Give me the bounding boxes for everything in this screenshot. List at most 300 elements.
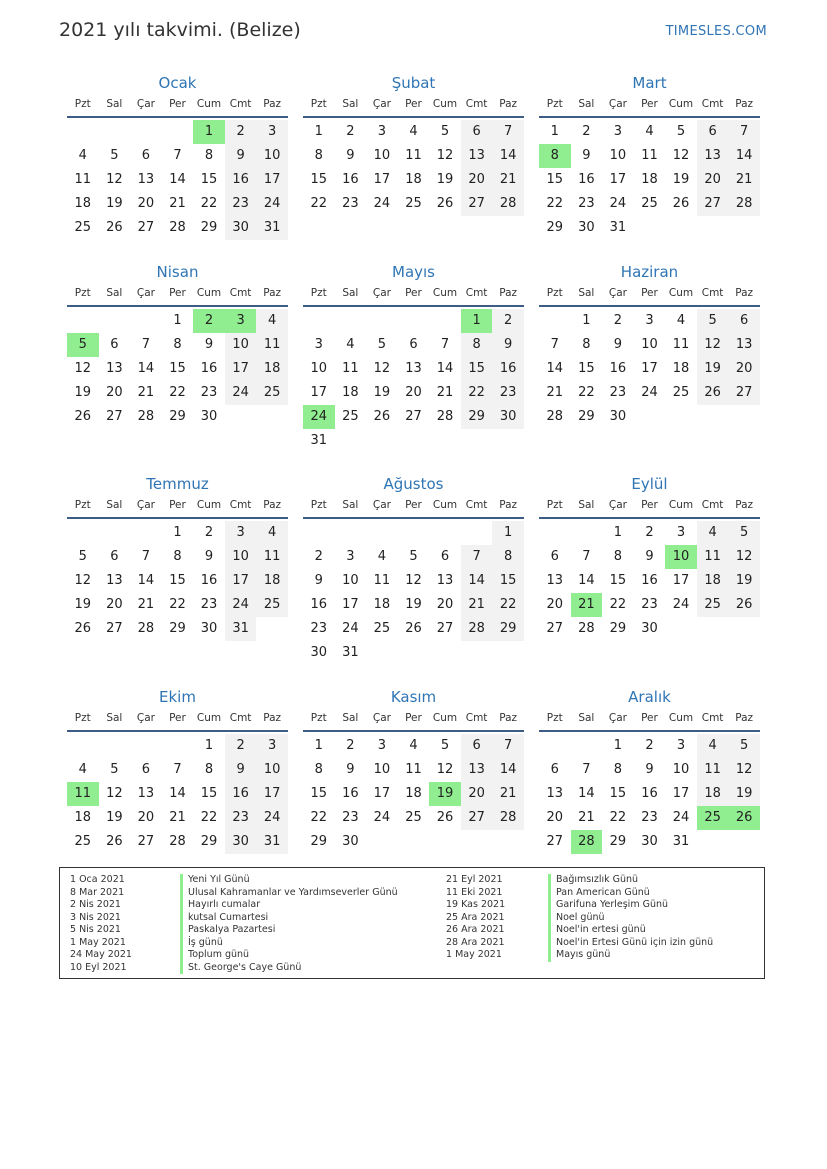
legend-entry: Toplum günü [180,949,398,962]
day-cell: 4 [409,738,418,753]
weekday-header [539,285,760,307]
day-cell: 12 [106,786,123,801]
day-cell: 16 [492,357,524,381]
legend-left-dates [70,874,132,974]
day-cell: 17 [310,385,328,400]
day-cell: 10 [256,144,288,168]
day-grid [67,734,288,854]
day-cell: 22 [609,597,627,612]
day-cell: 6 [550,762,559,777]
empty-cell [303,309,335,333]
day-cell: 13 [137,172,155,187]
day-cell: 27 [106,621,123,636]
day-grid [303,309,524,453]
weekday-label: Paz [735,287,754,299]
day-cell: 11 [697,758,729,782]
brand-link[interactable]: TIMESLES.COM [665,24,767,39]
weekday-label: Sal [342,287,359,299]
holiday-cell: 24 [303,405,335,429]
weekday-label: Per [641,287,658,299]
legend-entry: 24 May 2021 [70,949,132,960]
day-cell: 1 [613,525,623,540]
day-cell: 2 [314,549,323,564]
weekday-label: Cmt [229,499,252,511]
day-cell: 22 [200,196,218,211]
day-cell: 16 [578,172,595,187]
empty-cell [99,120,131,144]
day-cell: 24 [609,196,627,211]
day-cell: 15 [169,573,186,588]
day-cell: 18 [641,172,658,187]
weekday-label: Pzt [310,98,327,110]
day-cell: 14 [169,172,186,187]
day-cell: 13 [106,361,123,376]
month-name: Aralık [628,688,671,706]
day-grid [539,734,760,854]
day-cell: 29 [609,834,627,849]
day-cell: 13 [728,333,760,357]
day-cell: 30 [578,220,595,235]
day-cell: 15 [200,172,218,187]
day-grid [539,309,760,429]
day-cell: 7 [173,762,182,777]
day-cell: 10 [672,762,690,777]
day-cell: 17 [672,573,690,588]
day-cell: 19 [405,597,422,612]
weekday-label: Pzt [310,712,327,724]
day-cell: 25 [697,593,729,617]
day-cell: 16 [200,361,218,376]
day-cell: 23 [641,597,658,612]
day-cell: 15 [578,361,595,376]
weekday-label: Sal [106,287,123,299]
day-cell: 9 [346,148,355,163]
empty-cell [162,734,194,758]
day-cell: 29 [461,405,493,429]
day-cell: 12 [74,573,92,588]
day-cell: 2 [346,738,355,753]
empty-cell [366,521,398,545]
month-name: Şubat [391,74,436,92]
day-cell: 31 [342,645,359,660]
day-cell: 25 [74,834,92,849]
day-cell: 8 [173,549,182,564]
empty-cell [99,521,131,545]
weekday-label: Cmt [701,287,724,299]
day-cell: 8 [204,762,214,777]
day-cell: 25 [256,593,288,617]
weekday-label: Cum [432,287,458,299]
day-cell: 8 [613,762,623,777]
day-cell: 10 [256,758,288,782]
day-cell: 27 [697,192,729,216]
day-cell: 9 [314,573,323,588]
legend-entry: Pan American Günü [548,887,713,900]
month-name: Mart [632,74,667,92]
day-cell: 12 [697,333,729,357]
day-grid [539,521,760,641]
day-cell: 20 [546,597,564,612]
weekday-label: Paz [499,98,518,110]
legend-entry: 1 Oca 2021 [70,874,125,885]
day-cell: 19 [106,196,123,211]
day-cell: 27 [461,806,493,830]
day-cell: 28 [546,409,564,424]
day-cell: 10 [225,333,257,357]
day-cell: 15 [609,786,627,801]
day-cell: 25 [342,409,359,424]
holiday-cell: 8 [539,144,571,168]
holiday-cell: 21 [571,593,603,617]
day-cell: 20 [728,357,760,381]
day-cell: 18 [256,569,288,593]
empty-cell [99,734,131,758]
empty-cell [130,521,162,545]
day-cell: 14 [578,786,595,801]
day-cell: 4 [78,148,87,163]
weekday-label: Per [169,712,186,724]
empty-cell [67,521,99,545]
legend-right-names [548,874,713,962]
day-cell: 7 [141,549,151,564]
day-cell: 14 [461,569,493,593]
weekday-label: Çar [136,499,155,511]
day-cell: 19 [728,569,760,593]
day-cell: 17 [256,168,288,192]
weekday-label: Cum [196,499,222,511]
day-cell: 14 [137,573,155,588]
day-cell: 19 [74,597,92,612]
empty-cell [539,734,571,758]
day-cell: 12 [728,758,760,782]
day-cell: 20 [697,168,729,192]
day-cell: 28 [169,220,186,235]
day-cell: 6 [110,337,119,352]
legend-entry: 28 Ara 2021 [446,936,505,948]
day-cell: 15 [200,786,218,801]
empty-cell [67,309,99,333]
day-cell: 27 [137,220,155,235]
day-cell: 9 [645,762,654,777]
legend-entry: Paskalya Pazartesi [180,924,398,937]
day-cell: 14 [137,361,155,376]
day-cell: 30 [200,621,218,636]
day-cell: 6 [697,120,729,144]
day-cell: 23 [310,621,328,636]
day-cell: 22 [461,381,493,405]
day-cell: 20 [137,810,155,825]
day-cell: 27 [461,192,493,216]
holiday-cell: 26 [728,806,760,830]
day-cell: 8 [314,148,323,163]
day-cell: 11 [641,148,658,163]
day-cell: 22 [546,196,564,211]
empty-cell [398,521,430,545]
day-cell: 18 [74,196,92,211]
day-cell: 18 [405,172,422,187]
day-cell: 2 [346,124,355,139]
day-cell: 18 [256,357,288,381]
day-cell: 22 [310,196,328,211]
day-cell: 27 [405,409,422,424]
day-cell: 23 [641,810,658,825]
weekday-label: Paz [499,712,518,724]
day-cell: 8 [461,333,493,357]
day-cell: 18 [672,361,690,376]
weekday-label: Per [641,712,658,724]
day-cell: 10 [342,573,359,588]
day-cell: 18 [405,786,422,801]
day-cell: 5 [728,521,760,545]
legend-entry: 1 May 2021 [70,936,126,948]
day-cell: 3 [256,120,288,144]
day-cell: 13 [546,786,564,801]
day-cell: 18 [697,782,729,806]
day-cell: 10 [225,545,257,569]
weekday-label: Paz [735,98,754,110]
month-name: Mayıs [392,263,435,281]
day-cell: 30 [200,409,218,424]
day-cell: 13 [546,573,564,588]
weekday-label: Cmt [229,98,252,110]
day-cell: 7 [582,762,591,777]
day-cell: 17 [342,597,359,612]
day-cell: 16 [641,573,658,588]
day-cell: 21 [436,385,454,400]
day-cell: 19 [436,172,454,187]
weekday-label: Sal [106,98,123,110]
weekday-label: Çar [372,499,391,511]
day-cell: 7 [492,120,524,144]
day-cell: 16 [342,172,359,187]
weekday-label: Paz [263,287,282,299]
day-cell: 23 [609,385,627,400]
weekday-label: Cmt [465,98,488,110]
day-cell: 21 [492,782,524,806]
day-cell: 28 [436,409,454,424]
weekday-label: Per [641,98,658,110]
day-cell: 19 [728,782,760,806]
weekday-label: Pzt [546,499,563,511]
day-cell: 4 [377,549,387,564]
weekday-label: Paz [735,712,754,724]
day-cell: 20 [546,810,564,825]
day-cell: 23 [200,385,218,400]
day-cell: 9 [225,758,257,782]
day-cell: 13 [461,758,493,782]
day-cell: 13 [106,573,123,588]
day-cell: 13 [436,573,454,588]
empty-cell [366,309,398,333]
day-cell: 26 [74,621,92,636]
day-cell: 21 [461,593,493,617]
day-cell: 23 [492,381,524,405]
legend-entry: İş günü [180,937,398,950]
weekday-label: Sal [106,712,123,724]
day-cell: 17 [256,782,288,806]
month-9 [539,473,760,641]
day-cell: 13 [137,786,155,801]
weekday-label: Per [405,712,422,724]
empty-cell [335,309,367,333]
day-cell: 27 [436,621,454,636]
day-cell: 6 [141,762,151,777]
day-cell: 19 [74,385,92,400]
day-cell: 3 [645,313,654,328]
empty-cell [130,120,162,144]
day-cell: 30 [310,645,328,660]
weekday-label: Pzt [546,287,563,299]
weekday-label: Cum [196,712,222,724]
weekday-label: Cmt [465,499,488,511]
weekday-label: Sal [342,98,359,110]
empty-cell [303,521,335,545]
day-cell: 18 [373,597,391,612]
day-cell: 21 [492,168,524,192]
day-cell: 5 [78,549,87,564]
day-cell: 28 [578,621,595,636]
day-cell: 4 [78,762,87,777]
day-cell: 16 [310,597,328,612]
weekday-label: Per [405,499,422,511]
day-cell: 29 [310,834,328,849]
day-cell: 2 [225,120,257,144]
month-7 [67,473,288,641]
day-cell: 9 [645,549,654,564]
day-cell: 22 [169,597,186,612]
legend-entry: 8 Mar 2021 [70,886,125,898]
day-cell: 9 [204,337,214,352]
day-cell: 4 [697,521,729,545]
day-cell: 1 [492,521,524,545]
day-grid [303,734,524,854]
day-cell: 28 [169,834,186,849]
day-cell: 7 [550,337,559,352]
day-cell: 27 [106,409,123,424]
day-cell: 5 [728,734,760,758]
day-cell: 26 [106,220,123,235]
month-1 [67,72,288,240]
day-cell: 27 [546,834,564,849]
day-cell: 29 [200,220,218,235]
day-cell: 15 [310,172,328,187]
day-cell: 18 [74,810,92,825]
legend-entry: Bağımsızlık Günü [548,874,713,887]
day-cell: 6 [110,549,119,564]
day-cell: 30 [225,830,257,854]
month-2 [303,72,524,216]
holiday-cell: 5 [67,333,99,357]
day-cell: 20 [106,385,123,400]
day-cell: 16 [641,786,658,801]
weekday-label: Paz [499,499,518,511]
day-cell: 21 [169,196,186,211]
day-cell: 17 [373,172,391,187]
month-5 [303,261,524,453]
weekday-label: Cum [432,98,458,110]
weekday-header [539,710,760,732]
day-cell: 6 [461,120,493,144]
weekday-label: Çar [136,98,155,110]
weekday-label: Pzt [310,287,327,299]
day-cell: 23 [342,810,359,825]
day-cell: 18 [697,569,729,593]
day-cell: 12 [106,172,123,187]
day-cell: 29 [609,621,627,636]
day-cell: 3 [346,549,355,564]
month-name: Ekim [159,688,196,706]
day-cell: 8 [204,148,214,163]
day-cell: 3 [377,738,387,753]
page-title: 2021 yılı takvimi. (Belize) [59,19,301,41]
weekday-label: Çar [608,712,627,724]
day-cell: 23 [225,192,257,216]
day-cell: 5 [377,337,387,352]
day-cell: 31 [256,830,288,854]
day-cell: 7 [582,549,591,564]
day-cell: 4 [409,124,418,139]
weekday-label: Sal [342,712,359,724]
day-cell: 19 [106,810,123,825]
day-grid [67,309,288,429]
weekday-label: Cum [668,712,694,724]
day-cell: 2 [204,525,214,540]
weekday-label: Cum [668,287,694,299]
day-cell: 12 [405,573,422,588]
weekday-label: Pzt [74,287,91,299]
holiday-cell: 1 [193,120,225,144]
day-cell: 1 [314,124,323,139]
month-name: Haziran [620,263,679,281]
weekday-label: Cum [668,98,694,110]
day-cell: 29 [492,617,524,641]
holiday-cell: 11 [67,782,99,806]
day-cell: 24 [225,381,257,405]
day-cell: 9 [582,148,591,163]
day-cell: 7 [440,337,450,352]
day-cell: 24 [641,385,658,400]
day-cell: 17 [225,569,257,593]
weekday-label: Cum [196,287,222,299]
day-cell: 4 [346,337,355,352]
legend-entry: Noel'in ertesi günü [548,924,713,937]
holiday-cell: 1 [461,309,493,333]
day-cell: 29 [200,834,218,849]
weekday-label: Per [405,98,422,110]
day-cell: 17 [225,357,257,381]
weekday-label: Çar [608,499,627,511]
day-cell: 27 [137,834,155,849]
day-cell: 6 [440,549,450,564]
day-cell: 31 [672,834,690,849]
day-cell: 10 [373,148,391,163]
day-cell: 26 [672,196,690,211]
day-cell: 22 [492,593,524,617]
day-cell: 24 [672,810,690,825]
day-cell: 5 [440,124,450,139]
day-cell: 22 [200,810,218,825]
weekday-label: Cmt [465,287,488,299]
day-cell: 29 [578,409,595,424]
weekday-label: Cum [196,98,222,110]
day-cell: 22 [609,810,627,825]
weekday-header [67,96,288,118]
weekday-header [303,96,524,118]
empty-cell [429,521,461,545]
day-cell: 14 [546,361,564,376]
weekday-label: Cmt [465,712,488,724]
day-cell: 26 [728,593,760,617]
